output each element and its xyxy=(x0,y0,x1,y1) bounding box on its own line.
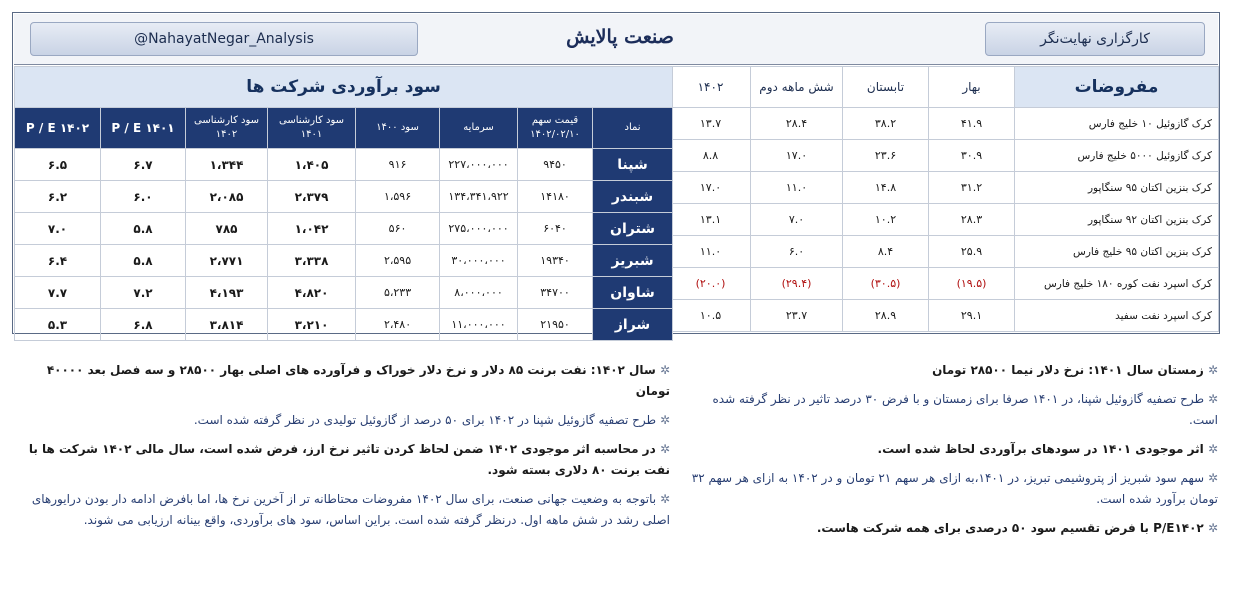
note-item xyxy=(20,360,670,402)
note-item xyxy=(20,439,670,481)
note-item xyxy=(690,360,1218,381)
assumption-value: ۲۳.۶ xyxy=(843,140,929,172)
bullet-icon: ✲ xyxy=(659,442,670,456)
assumption-name: کرک اسپرد نفت سفید xyxy=(1015,300,1219,332)
col-spring: بهار xyxy=(929,67,1015,108)
value-cell: ۲۱۹۵۰ xyxy=(518,309,593,341)
earnings-table xyxy=(14,66,673,341)
earnings-col-header: سود ۱۴۰۰ xyxy=(356,108,440,149)
assumption-value: ۲۹.۱ xyxy=(929,300,1015,332)
assumption-value: ۱۳.۱ xyxy=(671,204,751,236)
value-cell: ۲،۷۷۱ xyxy=(186,245,268,277)
assumption-name: کرک بنزین اکتان ۹۵ سنگاپور xyxy=(1015,172,1219,204)
assumption-value: (۲۰.۰) xyxy=(671,268,751,300)
table-row xyxy=(671,236,1219,268)
value-cell: ۵.۸ xyxy=(101,245,186,277)
assumption-value: ۱۱.۰ xyxy=(751,172,843,204)
assumption-value: ۳۰.۹ xyxy=(929,140,1015,172)
value-cell: ۳۴۷۰۰ xyxy=(518,277,593,309)
value-cell: ۱۹۳۴۰ xyxy=(518,245,593,277)
note-item xyxy=(690,439,1218,460)
table-row xyxy=(671,300,1219,332)
symbol-cell: شپنا xyxy=(593,149,673,181)
note-text: زمستان سال ۱۴۰۱: نرخ دلار نیما ۲۸۵۰۰ تومان xyxy=(932,363,1204,377)
note-item xyxy=(20,489,670,531)
assumption-value: ۱۷.۰ xyxy=(751,140,843,172)
assumption-value: ۱۰.۲ xyxy=(843,204,929,236)
value-cell: ۲،۳۷۹ xyxy=(268,181,356,213)
table-row xyxy=(15,213,673,245)
value-cell: ۱۱،۰۰۰،۰۰۰ xyxy=(440,309,518,341)
handle-button[interactable] xyxy=(30,22,418,56)
value-cell: ۵.۸ xyxy=(101,213,186,245)
value-cell: ۷۸۵ xyxy=(186,213,268,245)
assumption-value: ۶.۰ xyxy=(751,236,843,268)
value-cell: ۷.۲ xyxy=(101,277,186,309)
earnings-col-header: سود کارشناسی ۱۴۰۱ xyxy=(268,108,356,149)
note-text: اثر موجودی ۱۴۰۱ در سودهای برآوردی لحاظ شده است. xyxy=(877,442,1204,456)
earnings-col-header: قیمت سهم ۱۴۰۲/۰۲/۱۰ xyxy=(518,108,593,149)
value-cell: ۱۴۱۸۰ xyxy=(518,181,593,213)
earnings-col-header: سود کارشناسی ۱۴۰۲ xyxy=(186,108,268,149)
assumption-name: کرک بنزین اکتان ۹۲ سنگاپور xyxy=(1015,204,1219,236)
assumption-name: کرک بنزین اکتان ۹۵ خلیج فارس xyxy=(1015,236,1219,268)
value-cell: ۴،۸۲۰ xyxy=(268,277,356,309)
assumption-value: (۱۹.۵) xyxy=(929,268,1015,300)
value-cell: ۱۳۴،۳۴۱،۹۲۲ xyxy=(440,181,518,213)
value-cell: ۶.۴ xyxy=(15,245,101,277)
value-cell: ۲۷۵،۰۰۰،۰۰۰ xyxy=(440,213,518,245)
assumption-value: ۲۳.۷ xyxy=(751,300,843,332)
value-cell: ۷.۰ xyxy=(15,213,101,245)
earnings-col-header: P / E ۱۴۰۱ xyxy=(101,108,186,149)
table-row xyxy=(671,268,1219,300)
note-item xyxy=(690,518,1218,539)
notes-right xyxy=(690,360,1218,547)
table-row xyxy=(671,172,1219,204)
earnings-col-header: سرمایه xyxy=(440,108,518,149)
value-cell: ۱،۵۹۶ xyxy=(356,181,440,213)
note-text: P/E۱۴۰۲ با فرض تقسیم سود ۵۰ درصدی برای همه شرکت هاست. xyxy=(816,521,1204,535)
value-cell: ۱،۴۰۵ xyxy=(268,149,356,181)
brand-label: کارگزاری نهایت‌نگر xyxy=(1040,31,1150,47)
bullet-icon: ✲ xyxy=(1207,521,1218,535)
bullet-icon: ✲ xyxy=(659,413,670,427)
handle-label: @NahayatNegar_Analysis xyxy=(134,31,314,47)
bullet-icon: ✲ xyxy=(1207,392,1218,406)
table-row xyxy=(15,181,673,213)
symbol-cell: شراز xyxy=(593,309,673,341)
assumption-value: ۲۵.۹ xyxy=(929,236,1015,268)
symbol-cell: شبریز xyxy=(593,245,673,277)
value-cell: ۱،۰۴۲ xyxy=(268,213,356,245)
note-text: در محاسبه اثر موجودی ۱۴۰۲ ضمن لحاظ کردن تاثیر نرخ ارز، فرض شده است، سال مالی ۱۴۰۲ شرکت ها با نفت برنت ۸۰ دلاری بسته شود. xyxy=(28,442,670,477)
table-row xyxy=(15,277,673,309)
col-second-half: شش ماهه دوم xyxy=(751,67,843,108)
value-cell: ۲،۵۹۵ xyxy=(356,245,440,277)
value-cell: ۳،۳۳۸ xyxy=(268,245,356,277)
assumption-value: ۱۷.۰ xyxy=(671,172,751,204)
value-cell: ۳۰،۰۰۰،۰۰۰ xyxy=(440,245,518,277)
assumption-value: (۳۰.۵) xyxy=(843,268,929,300)
bullet-icon: ✲ xyxy=(659,363,670,377)
note-text: طرح تصفیه گازوئیل شپنا در ۱۴۰۲ برای ۵۰ درصد از گازوئیل تولیدی در نظر گرفته شده است. xyxy=(193,413,657,427)
col-summer: تابستان xyxy=(843,67,929,108)
assumption-name: کرک گازوئیل ۱۰ خلیج فارس xyxy=(1015,108,1219,140)
note-text: باتوجه به وضعیت جهانی صنعت، برای سال ۱۴۰۲ مفروضات محتاطانه تر از آخرین نرخ ها، اما بافرض ادامه دار بودن درایورهای اصلی رشد در شش ماهه اول. درنظر گرفته شده است. براین اساس، سود های برآوردی، واقع بینانه ارزیابی می شوند. xyxy=(31,492,670,527)
page-title: صنعت پالایش xyxy=(566,26,674,48)
value-cell: ۶.۰ xyxy=(101,181,186,213)
value-cell: ۹۴۵۰ xyxy=(518,149,593,181)
assumption-value: ۱۰.۵ xyxy=(671,300,751,332)
bullet-icon: ✲ xyxy=(1207,471,1218,485)
assumption-value: ۴۱.۹ xyxy=(929,108,1015,140)
assumptions-table xyxy=(670,66,1219,332)
assumption-value: (۲۹.۴) xyxy=(751,268,843,300)
value-cell: ۵،۲۳۳ xyxy=(356,277,440,309)
assumption-value: ۸.۴ xyxy=(843,236,929,268)
notes-left xyxy=(20,360,670,539)
value-cell: ۶.۲ xyxy=(15,181,101,213)
assumption-name: کرک گازوئیل ۵۰۰۰ خلیج فارس xyxy=(1015,140,1219,172)
value-cell: ۶۰۴۰ xyxy=(518,213,593,245)
table-row xyxy=(671,140,1219,172)
value-cell: ۳،۲۱۰ xyxy=(268,309,356,341)
assumption-value: ۲۸.۴ xyxy=(751,108,843,140)
assumption-value: ۱۴.۸ xyxy=(843,172,929,204)
table-row xyxy=(671,108,1219,140)
value-cell: ۲۲۷،۰۰۰،۰۰۰ xyxy=(440,149,518,181)
earnings-col-header: نماد xyxy=(593,108,673,149)
value-cell: ۱،۳۴۴ xyxy=(186,149,268,181)
value-cell: ۶.۵ xyxy=(15,149,101,181)
assumption-name: کرک اسپرد نفت کوره ۱۸۰ خلیج فارس xyxy=(1015,268,1219,300)
value-cell: ۵.۳ xyxy=(15,309,101,341)
assumptions-title: مفروضات xyxy=(1015,67,1219,108)
earnings-title: سود برآوردی شرکت ها xyxy=(15,67,673,108)
value-cell: ۶.۷ xyxy=(101,149,186,181)
assumption-value: ۳۱.۲ xyxy=(929,172,1015,204)
assumption-value: ۷.۰ xyxy=(751,204,843,236)
note-item xyxy=(20,410,670,431)
note-item xyxy=(690,389,1218,431)
assumption-value: ۸.۸ xyxy=(671,140,751,172)
table-row xyxy=(15,149,673,181)
value-cell: ۲،۰۸۵ xyxy=(186,181,268,213)
table-row xyxy=(15,245,673,277)
table-row xyxy=(671,204,1219,236)
bullet-icon: ✲ xyxy=(1207,442,1218,456)
symbol-cell: شبندر xyxy=(593,181,673,213)
note-text: طرح تصفیه گازوئیل شپنا، در ۱۴۰۱ صرفا برای زمستان و با فرض ۳۰ درصد تاثیر در نظر گرفته شده است. xyxy=(712,392,1218,427)
value-cell: ۲،۴۸۰ xyxy=(356,309,440,341)
assumption-value: ۱۱.۰ xyxy=(671,236,751,268)
assumption-value: ۳۸.۲ xyxy=(843,108,929,140)
symbol-cell: شتران xyxy=(593,213,673,245)
value-cell: ۵۶۰ xyxy=(356,213,440,245)
brand-button[interactable] xyxy=(985,22,1205,56)
value-cell: ۹۱۶ xyxy=(356,149,440,181)
value-cell: ۳،۸۱۴ xyxy=(186,309,268,341)
bullet-icon: ✲ xyxy=(1207,363,1218,377)
value-cell: ۷.۷ xyxy=(15,277,101,309)
assumption-value: ۲۸.۳ xyxy=(929,204,1015,236)
note-text: سال ۱۴۰۲: نفت برنت ۸۵ دلار و نرخ دلار خوراک و فرآورده های اصلی بهار ۲۸۵۰۰ و سه فصل بعد ۴۰۰۰۰ تومان xyxy=(46,363,670,398)
earnings-col-header: P / E ۱۴۰۲ xyxy=(15,108,101,149)
note-text: سهم سود شبریز از پتروشیمی تبریز، در ۱۴۰۱،به ازای هر سهم ۲۱ تومان و در ۱۴۰۲ به ازای هر سهم ۳۲ تومان برآورد شده است. xyxy=(691,471,1218,506)
assumption-value: ۱۳.۷ xyxy=(671,108,751,140)
col-1402: ۱۴۰۲ xyxy=(671,67,751,108)
value-cell: ۴،۱۹۳ xyxy=(186,277,268,309)
assumption-value: ۲۸.۹ xyxy=(843,300,929,332)
value-cell: ۸،۰۰۰،۰۰۰ xyxy=(440,277,518,309)
note-item xyxy=(690,468,1218,510)
table-row xyxy=(15,309,673,341)
bullet-icon: ✲ xyxy=(659,492,670,506)
symbol-cell: شاوان xyxy=(593,277,673,309)
value-cell: ۶.۸ xyxy=(101,309,186,341)
